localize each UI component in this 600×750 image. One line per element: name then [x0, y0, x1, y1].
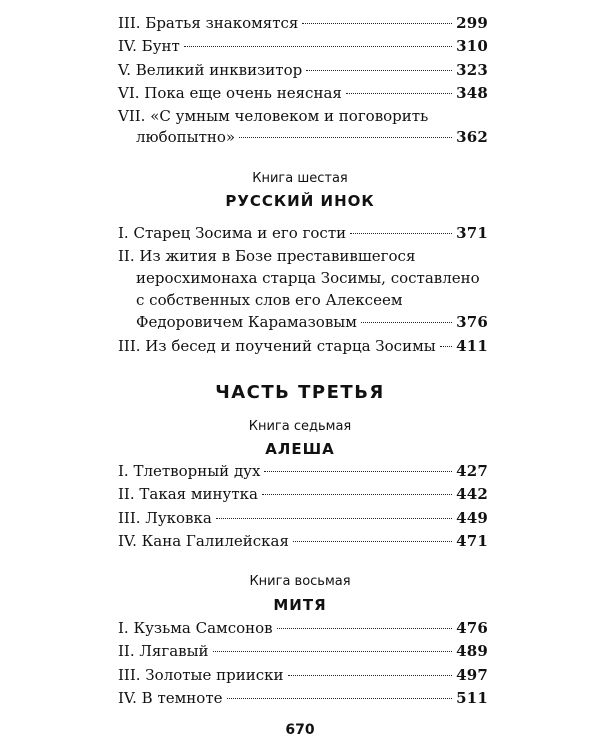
toc-entry-page: 376 [456, 312, 488, 331]
book-title: МИТЯ [273, 596, 327, 614]
toc-entry-title: I. Тлетворный дух [118, 462, 261, 480]
book-title: АЛЕША [265, 440, 335, 458]
dot-leader [350, 233, 452, 234]
toc-entry-page: 310 [456, 37, 488, 56]
toc-entry [118, 61, 488, 79]
toc-entry-title: III. Из бесед и поучений старца Зосимы [118, 337, 436, 356]
dot-leader [277, 628, 452, 629]
book-label: Книга восьмая [249, 574, 351, 589]
toc-entry-page: 362 [456, 128, 488, 147]
toc-entry-page: 323 [456, 60, 488, 79]
toc-entry-page: 299 [456, 14, 488, 32]
toc-entry-title: I. Кузьма Самсонов [118, 619, 273, 637]
toc-entry-page: 371 [456, 224, 488, 242]
toc-entry-title-continued: Федоровичем Карамазовым [136, 312, 357, 331]
toc-entry [118, 14, 488, 32]
toc-entry-page: 489 [456, 642, 488, 661]
toc-entry [118, 642, 488, 660]
toc-entry [118, 337, 488, 355]
book-label: Книга седьмая [248, 419, 352, 434]
toc-list-book8 [118, 619, 488, 707]
dot-leader [361, 322, 452, 323]
toc-entry-title: III. Луковка [118, 508, 212, 527]
toc-entry [118, 462, 488, 480]
toc-entry-page: 411 [456, 337, 488, 356]
dot-leader [213, 651, 453, 652]
toc-entry-title: IV. Кана Галилейская [118, 531, 289, 550]
toc-entry-page: 476 [456, 619, 488, 637]
toc-entry-title-continued: иеросхимонаха старца Зосимы, составлено [136, 268, 480, 287]
dot-leader [227, 698, 453, 699]
toc-entry-title: IV. В темноте [118, 688, 223, 707]
dot-leader [239, 137, 452, 138]
dot-leader [440, 346, 452, 347]
toc-entry-title: I. Старец Зосима и его гости [118, 224, 347, 242]
dot-leader [306, 70, 452, 71]
toc-entry [118, 532, 488, 550]
toc-list-book5 [118, 14, 488, 148]
toc-entry [118, 37, 488, 55]
part-title: ЧАСТЬ ТРЕТЬЯ [215, 382, 385, 403]
toc-entry-page: 497 [456, 665, 488, 684]
dot-leader [264, 471, 452, 472]
toc-entry-title: II. Лягавый [118, 642, 209, 661]
toc-entry-title: VI. Пока еще очень неясная [118, 83, 342, 102]
page-number: 670 [285, 722, 315, 738]
toc-entry-title: VII. «С умным человеком и поговорить [118, 107, 429, 126]
toc-entry-title: II. Из жития в Бозе преставившегося [118, 247, 416, 266]
book-title: РУССКИЙ ИНОК [225, 192, 375, 210]
toc-entry-title: IV. Бунт [118, 37, 180, 56]
toc-entry [118, 689, 488, 707]
toc-entry-title: V. Великий инквизитор [118, 60, 303, 79]
dot-leader [346, 93, 452, 94]
toc-entry [118, 107, 488, 147]
toc-entry [118, 619, 488, 637]
toc-entry-page: 471 [456, 531, 488, 550]
toc-entry-title: III. Братья знакомятся [118, 14, 299, 32]
toc-entry [118, 224, 488, 242]
toc-list-book7 [118, 462, 488, 550]
toc-entry-title-continued: с собственных слов его Алексеем [136, 290, 403, 309]
dot-leader [262, 494, 452, 495]
toc-entry-title: II. Такая минутка [118, 485, 258, 504]
toc-entry-page: 427 [456, 462, 488, 480]
dot-leader [216, 518, 452, 519]
toc-entry [118, 666, 488, 684]
toc-entry-title: III. Золотые прииски [118, 665, 284, 684]
toc-entry [118, 84, 488, 102]
dot-leader [293, 541, 452, 542]
dot-leader [288, 675, 453, 676]
toc-entry-page: 442 [456, 485, 488, 504]
book-label: Книга шестая [252, 171, 348, 186]
toc-list-book6 [118, 224, 488, 355]
dot-leader [302, 23, 452, 24]
toc-entry-page: 511 [456, 688, 488, 707]
toc-entry-page: 348 [456, 83, 488, 102]
toc-entry [118, 485, 488, 503]
toc-entry [118, 247, 488, 332]
dot-leader [184, 46, 452, 47]
toc-entry [118, 509, 488, 527]
toc-entry-title-continued: любопытно» [136, 128, 236, 147]
toc-entry-page: 449 [456, 508, 488, 527]
